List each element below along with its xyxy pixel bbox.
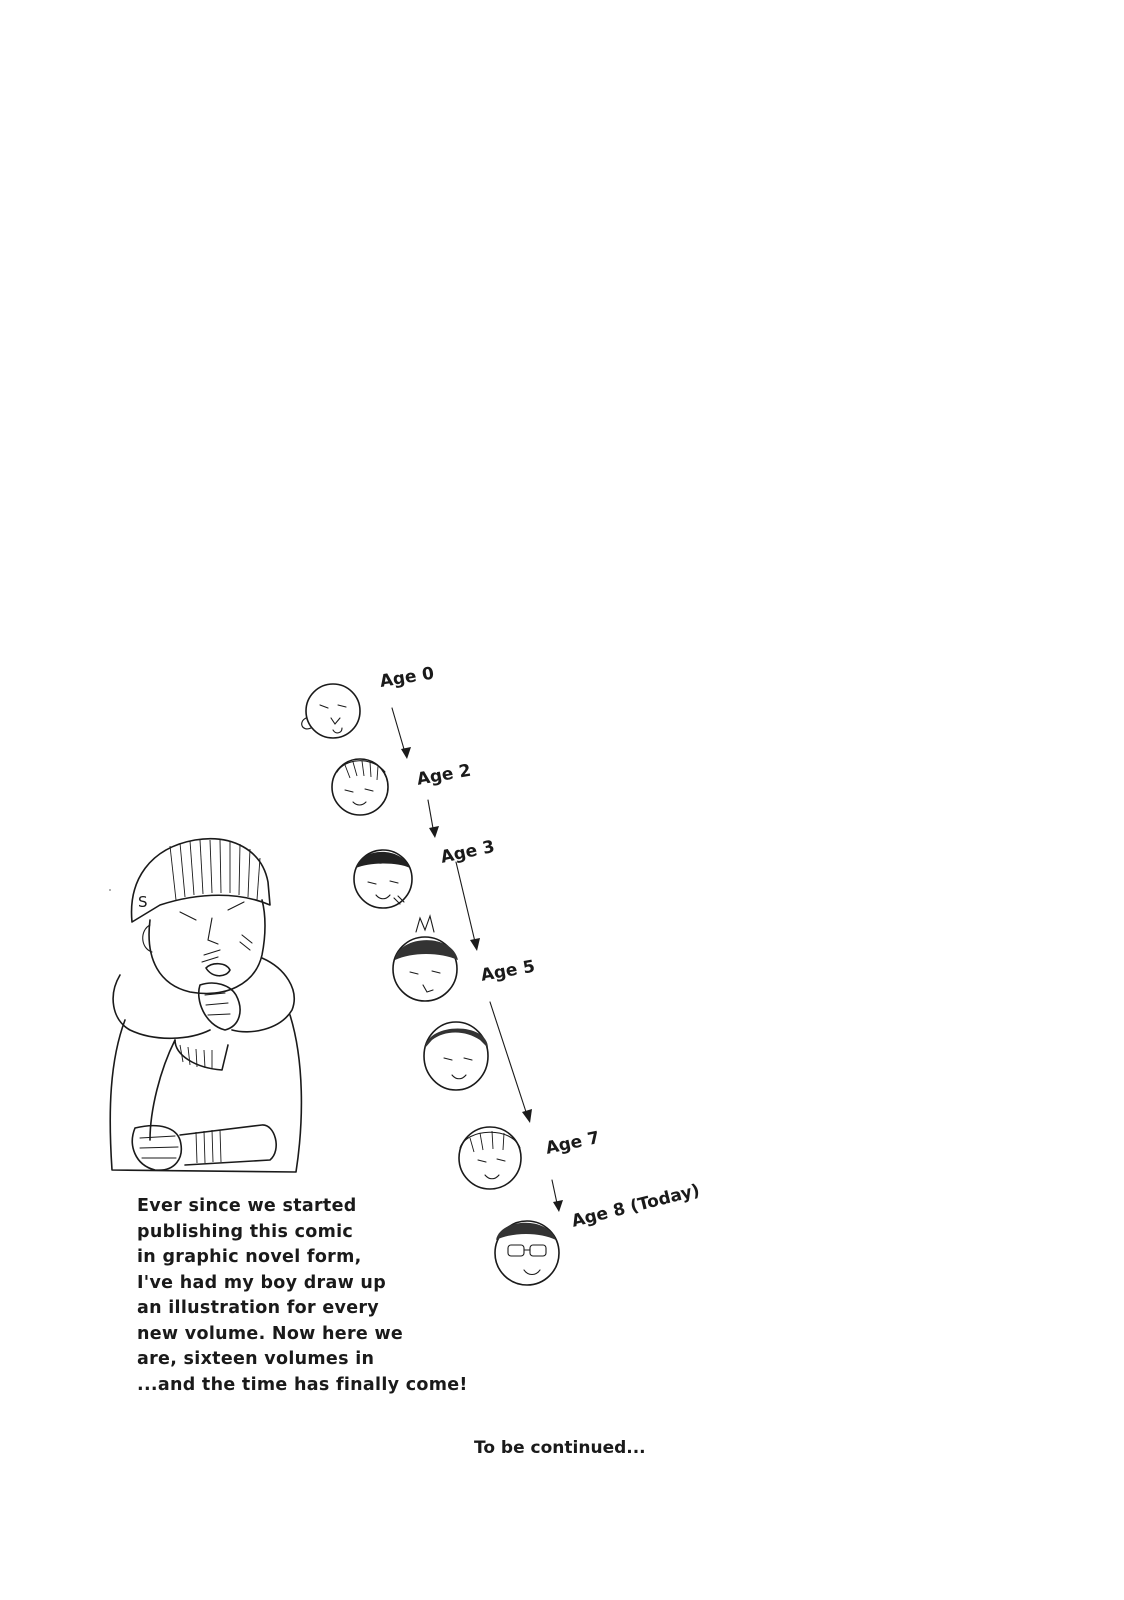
age-label-7: Age 7 — [543, 1127, 602, 1159]
face-age-7 — [459, 1127, 521, 1189]
age-label-8-today: Age 8 (Today) — [569, 1180, 702, 1232]
note-line: an illustration for every — [137, 1298, 380, 1318]
age-label-3: Age 3 — [438, 836, 497, 868]
face-age-6 — [424, 1022, 488, 1090]
timeline-arrow — [456, 862, 476, 946]
note-line: in graphic novel form, — [137, 1247, 362, 1267]
age-label-0: Age 0 — [378, 663, 436, 692]
age-label-2: Age 2 — [415, 760, 473, 790]
face-age-3 — [354, 850, 412, 908]
note-line: ...and the time has finally come! — [137, 1374, 468, 1395]
timeline-arrow — [490, 1002, 528, 1118]
note-line: publishing this comic — [137, 1221, 354, 1242]
note-line: are, sixteen volumes in — [137, 1349, 375, 1369]
note-line: Ever since we started — [137, 1196, 357, 1216]
beanie-letter-s: S — [138, 893, 148, 911]
author-portrait-illustration — [110, 839, 301, 1172]
face-age-5 — [393, 916, 458, 1001]
note-line: new volume. Now here we — [137, 1323, 404, 1344]
note-line: I've had my boy draw up — [137, 1272, 387, 1293]
afterword-note — [137, 1194, 557, 1398]
age-label-5: Age 5 — [479, 956, 537, 986]
face-age-0 — [302, 684, 360, 738]
face-age-2 — [332, 759, 388, 815]
to-be-continued: To be continued... — [474, 1438, 646, 1458]
